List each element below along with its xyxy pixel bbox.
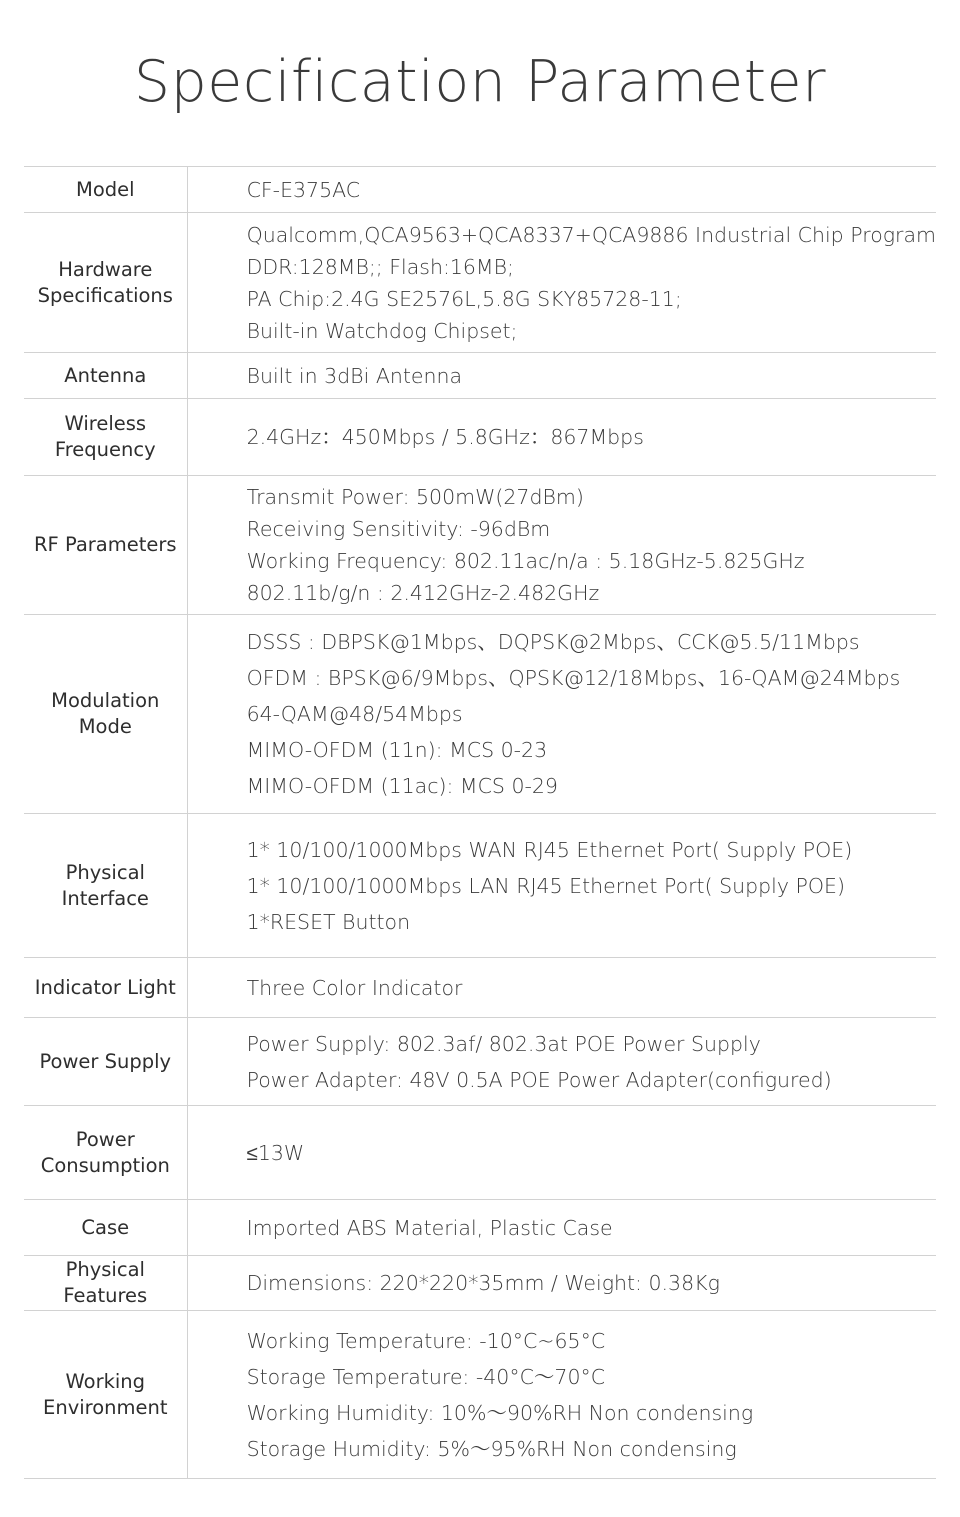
spec-label-text: Working Environment — [43, 1369, 168, 1419]
spec-value-line: Dimensions: 220*220*35mm / Weight: 0.38Kg — [246, 1271, 720, 1295]
spec-row — [24, 1018, 936, 1106]
spec-value-line: DDR:128MB;; Flash:16MB; — [246, 254, 514, 279]
spec-label — [24, 213, 187, 353]
spec-value — [187, 958, 936, 1018]
spec-value-line: 2.4GHz：450Mbps / 5.8GHz：867Mbps — [246, 425, 644, 449]
spec-value-line: Qualcomm,QCA9563+QCA8337+QCA9886 Industrial Chip Program — [246, 222, 936, 247]
spec-value-line: Power Adapter: 48V 0.5A POE Power Adapter(configured) — [246, 1067, 832, 1092]
spec-label — [24, 353, 187, 399]
spec-label-text: Power Consumption — [40, 1127, 170, 1177]
spec-value — [187, 1256, 936, 1311]
spec-row — [24, 1256, 936, 1311]
spec-value — [187, 1200, 936, 1256]
spec-label — [24, 167, 187, 213]
spec-label — [24, 1018, 187, 1106]
spec-value-line: Power Supply: 802.3af/ 802.3at POE Power Supply — [246, 1031, 761, 1056]
spec-value-line: Three Color Indicator — [246, 975, 463, 1000]
spec-label — [24, 1106, 187, 1200]
spec-label-text: Model — [76, 177, 135, 201]
spec-label — [24, 1200, 187, 1256]
spec-row — [24, 476, 936, 615]
spec-label-text: Case — [81, 1215, 130, 1239]
spec-value-line: Receiving Sensitivity: -96dBm — [246, 517, 551, 541]
spec-value — [187, 167, 936, 213]
spec-row — [24, 958, 936, 1018]
spec-value-line: Working Frequency: 802.11ac/n/a : 5.18GHz-5.825GHz — [246, 549, 805, 573]
page-title: Specification Parameter — [133, 49, 827, 115]
spec-value — [187, 1018, 936, 1106]
spec-value — [187, 476, 936, 615]
spec-label-text: Power Supply — [39, 1049, 172, 1073]
spec-row — [24, 1106, 936, 1200]
spec-value — [187, 399, 936, 476]
spec-label — [24, 399, 187, 476]
spec-value — [187, 213, 936, 353]
spec-value-line: OFDM : BPSK@6/9Mbps、QPSK@12/18Mbps、16-QAM@24Mbps — [246, 666, 901, 690]
spec-row — [24, 213, 936, 353]
spec-table — [24, 166, 936, 1479]
spec-row — [24, 814, 936, 958]
spec-row — [24, 1311, 936, 1479]
spec-value-line: Built-in Watchdog Chipset; — [246, 318, 518, 343]
spec-label-text: Physical Features — [63, 1258, 148, 1307]
spec-value-line: Storage Temperature: -40°C～70°C — [246, 1364, 606, 1389]
spec-value-line: 1* 10/100/1000Mbps WAN RJ45 Ethernet Port( Supply POE) — [246, 837, 853, 862]
spec-value-line: Imported ABS Material, Plastic Case — [246, 1215, 613, 1240]
spec-value-line: ≤13W — [246, 1140, 305, 1165]
spec-label — [24, 1311, 187, 1479]
spec-value — [187, 1106, 936, 1200]
spec-value — [187, 814, 936, 958]
spec-label-text: RF Parameters — [33, 533, 177, 556]
spec-label — [24, 615, 187, 814]
spec-value-line: Transmit Power: 500mW(27dBm) — [246, 485, 584, 509]
spec-value-line: Working Temperature: -10°C~65°C — [246, 1328, 606, 1353]
spec-value-line: MIMO-OFDM (11ac): MCS 0-29 — [246, 774, 558, 798]
spec-value-line: 1*RESET Button — [246, 909, 411, 934]
spec-value — [187, 1311, 936, 1479]
spec-label-text: Hardware Specifications — [37, 257, 173, 307]
spec-value — [187, 353, 936, 399]
spec-value — [187, 615, 936, 814]
spec-value-line: Working Humidity: 10%～90%RH Non condensing — [246, 1400, 754, 1425]
spec-label — [24, 958, 187, 1018]
spec-row — [24, 353, 936, 399]
spec-value-line: MIMO-OFDM (11n): MCS 0-23 — [246, 738, 548, 762]
spec-value-line: 1* 10/100/1000Mbps LAN RJ45 Ethernet Port( Supply POE) — [246, 873, 845, 898]
spec-value-line: Built in 3dBi Antenna — [246, 363, 463, 388]
spec-value-line: Storage Humidity: 5%～95%RH Non condensing — [246, 1436, 737, 1461]
spec-row — [24, 1200, 936, 1256]
spec-label-text: Antenna — [64, 363, 147, 387]
spec-label — [24, 814, 187, 958]
spec-row — [24, 167, 936, 213]
spec-value-line: 64-QAM@48/54Mbps — [246, 702, 463, 726]
spec-label-text: Modulation Mode — [51, 689, 160, 738]
spec-value-line: PA Chip:2.4G SE2576L,5.8G SKY85728-11; — [246, 286, 682, 311]
spec-label-text: Indicator Light — [34, 975, 176, 999]
spec-row — [24, 615, 936, 814]
spec-value-line: DSSS : DBPSK@1Mbps、DQPSK@2Mbps、CCK@5.5/11Mbps — [246, 630, 860, 654]
spec-value-line: 802.11b/g/n : 2.412GHz-2.482GHz — [246, 581, 600, 605]
spec-row — [24, 399, 936, 476]
spec-label — [24, 1256, 187, 1311]
spec-label-text: Physical Interface — [61, 860, 149, 910]
spec-label-text: Wireless Frequency — [54, 412, 156, 461]
spec-value-line: CF-E375AC — [246, 177, 361, 202]
spec-label — [24, 476, 187, 615]
